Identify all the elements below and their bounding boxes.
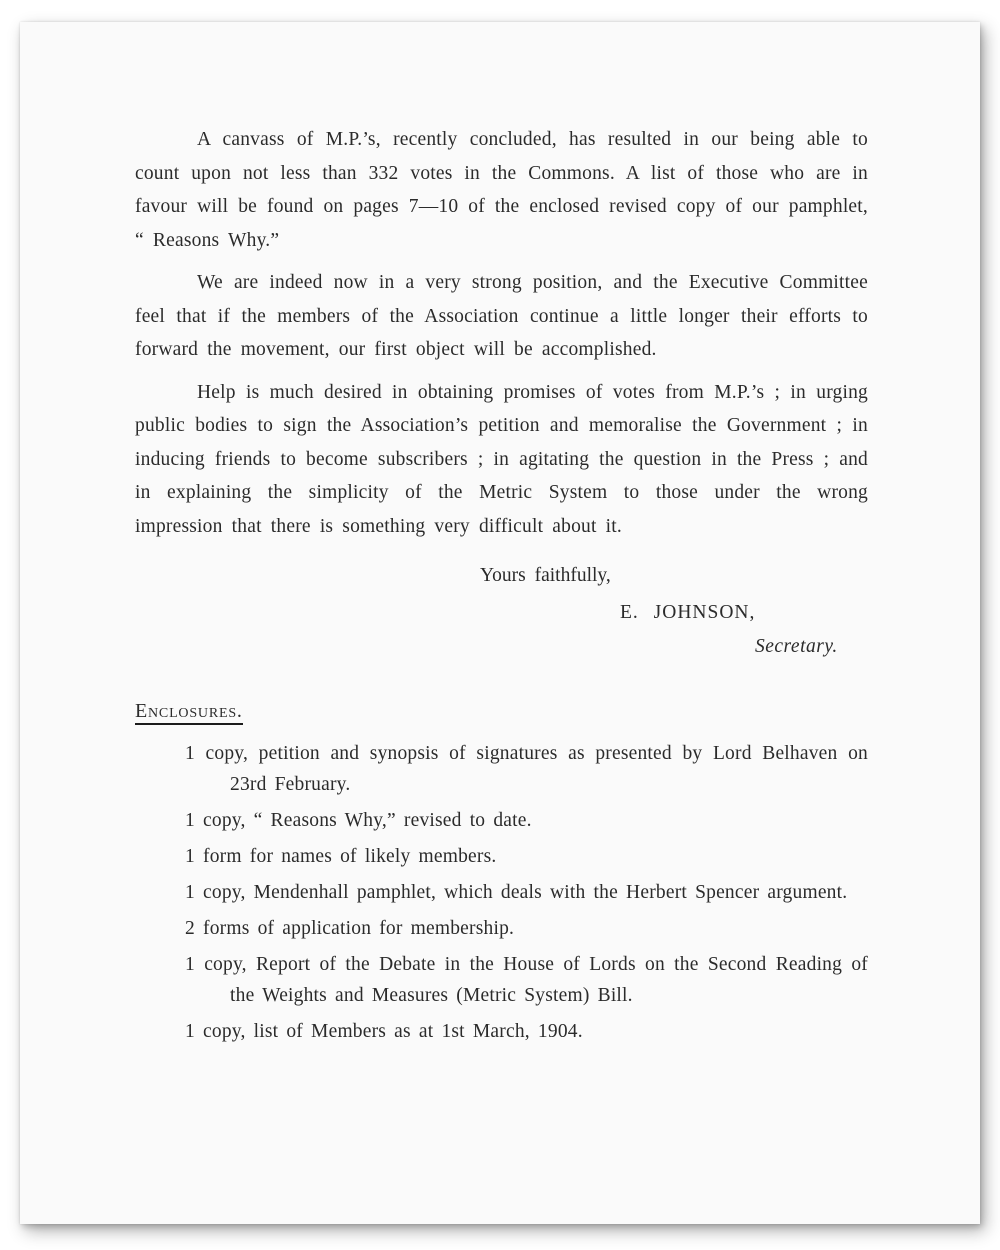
enclosures-heading: Enclosures. bbox=[135, 700, 243, 725]
enclosures-section bbox=[135, 700, 868, 1047]
letter-content bbox=[135, 22, 868, 1052]
letter-page bbox=[20, 22, 980, 1224]
enclosure-item-likely-members-form: 1 form for names of likely members. bbox=[185, 846, 497, 867]
enclosure-item-lords-debate-report: 1 copy, Report of the Debate in the House of Lords on the Second Reading of the Weights and Measures (Metric System) Bill. bbox=[185, 954, 868, 1006]
paragraph-strong-position: We are indeed now in a very strong position, and the Executive Committee feel that if the members of the Association continue a little longer their efforts to forward the movement, our first object will be accomplished. bbox=[135, 272, 868, 360]
enclosure-item-petition: 1 copy, petition and synopsis of signatures as presented by Lord Belhaven on 23rd February. bbox=[185, 743, 868, 795]
valediction: Yours faithfully, bbox=[480, 565, 611, 586]
paragraph-help-desired: Help is much desired in obtaining promises of votes from M.P.’s ; in urging public bodies to sign the Association’s petition and memoralise the Government ; in inducing friends to become subscribers ; in agitating the question in the Press ; and in explaining the simplicity of the Metric System to those under the wrong impression that there is something very difficult about it. bbox=[135, 381, 868, 537]
closing-block bbox=[135, 559, 868, 664]
enclosure-item-mendenhall-pamphlet: 1 copy, Mendenhall pamphlet, which deals with the Herbert Spencer argument. bbox=[185, 882, 848, 903]
enclosure-item-reasons-why: 1 copy, “ Reasons Why,” revised to date. bbox=[185, 810, 532, 831]
paragraph-canvass-of-mps: A canvass of M.P.’s, recently concluded, has resulted in our being able to count upon not less than 332 votes in the Commons. A list of those who are in favour will be found on pages 7—10 of the enclosed revised copy of our pamphlet, “ Reasons Why.” bbox=[135, 129, 868, 251]
signatory-name: E. JOHNSON, bbox=[620, 602, 756, 623]
enclosure-item-members-list: 1 copy, list of Members as at 1st March, 1904. bbox=[185, 1021, 583, 1042]
signatory-role: Secretary. bbox=[755, 636, 838, 657]
enclosure-list bbox=[135, 738, 868, 1047]
enclosure-item-membership-forms: 2 forms of application for membership. bbox=[185, 918, 515, 939]
